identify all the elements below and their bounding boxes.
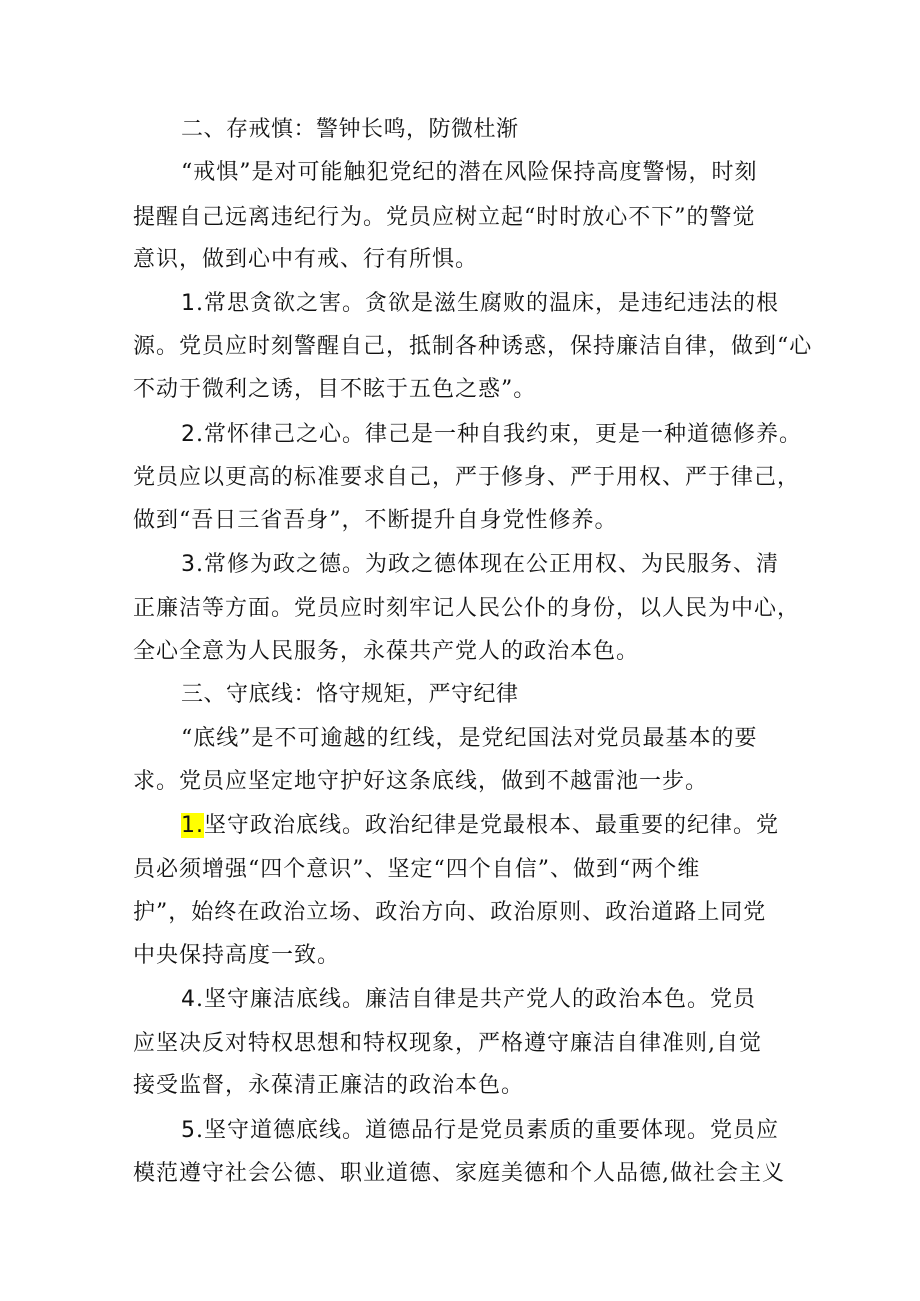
list-item-text: .常怀律己之心。律己是一种自我约束，更是一种道德修养。	[196, 422, 802, 447]
list-item-1-line-3: 不动于微利之诱，目不眩于五色之惑”。	[133, 377, 537, 402]
list-item-1-line-1	[181, 289, 779, 319]
list-item-2-line-3: 做到“吾日三省吾身”，不断提升自身党性修养。	[133, 508, 618, 533]
list-item-highlighted-line-1	[181, 811, 779, 841]
section-3-intro-line-1: “底线”是不可逾越的红线，是党纪国法对党员最基本的要	[181, 726, 758, 751]
list-item-4-line-1	[181, 985, 756, 1015]
list-item-text: .常思贪欲之害。贪欲是滋生腐败的温床，是违纪违法的根	[196, 291, 779, 316]
list-item-number: 2	[181, 422, 196, 447]
list-item-4-line-3: 接受监督，永葆清正廉洁的政治本色。	[133, 1073, 525, 1098]
list-item-3-line-3: 全心全意为人民服务，永葆共产党人的政治本色。	[133, 639, 640, 664]
list-item-2-line-2: 党员应以更高的标准要求自己，严于修身、严于用权、严于律己，	[133, 465, 801, 490]
section-2-intro-line-3: 意识，做到心中有戒、行有所惧。	[133, 247, 479, 272]
section-2-intro-line-1: “戒惧”是对可能触犯党纪的潜在风险保持高度警惕，时刻	[181, 160, 758, 185]
section-2-intro-line-2: 提醒自己远离违纪行为。党员应树立起“时时放心不下”的警觉	[133, 205, 756, 230]
list-item-5-line-2: 模范遵守社会公德、职业道德、家庭美德和个人品德,做社会主义	[133, 1161, 785, 1186]
list-item-text: .坚守道德底线。道德品行是党员素质的重要体现。党员应	[196, 1118, 779, 1143]
list-item-highlighted-line-4: 中央保持高度一致。	[133, 943, 341, 968]
list-item-highlighted-line-3: 护”，始终在政治立场、政治方向、政治原则、政治道路上同党	[133, 900, 767, 925]
list-item-text: .常修为政之德。为政之德体现在公正用权、为民服务、清	[196, 552, 779, 577]
section-heading-2: 二、存戒慎：警钟长鸣，防微杜渐	[181, 117, 519, 142]
section-3-intro-line-2: 求。党员应坚定地守护好这条底线，做到不越雷池一步。	[133, 769, 709, 794]
list-item-text: .坚守廉洁底线。廉洁自律是共产党人的政治本色。党员	[196, 987, 756, 1012]
highlighted-item-number: 1.	[181, 813, 204, 838]
list-item-highlighted-line-2: 员必须增强“四个意识”、坚定“四个自信”、做到“两个维	[133, 857, 701, 882]
list-item-number: 4	[181, 987, 196, 1012]
section-heading-3: 三、守底线：恪守规矩，严守纪律	[181, 682, 519, 707]
list-item-number: 3	[181, 552, 196, 577]
list-item-4-line-2: 应坚决反对特权思想和特权现象，严格遵守廉洁自律准则,自觉	[133, 1031, 762, 1056]
list-item-5-line-1	[181, 1116, 779, 1146]
list-item-text: 坚守政治底线。政治纪律是党最根本、最重要的纪律。党	[204, 813, 780, 838]
list-item-3-line-1	[181, 550, 779, 580]
list-item-2-line-1	[181, 420, 802, 450]
list-item-number: 5	[181, 1118, 196, 1143]
list-item-number: 1	[181, 291, 196, 316]
list-item-3-line-2: 正廉洁等方面。党员应时刻牢记人民公仆的身份，以人民为中心，	[133, 596, 801, 621]
list-item-1-line-2: 源。党员应时刻警醒自己，抵制各种诱惑，保持廉洁自律，做到“心	[133, 334, 813, 359]
